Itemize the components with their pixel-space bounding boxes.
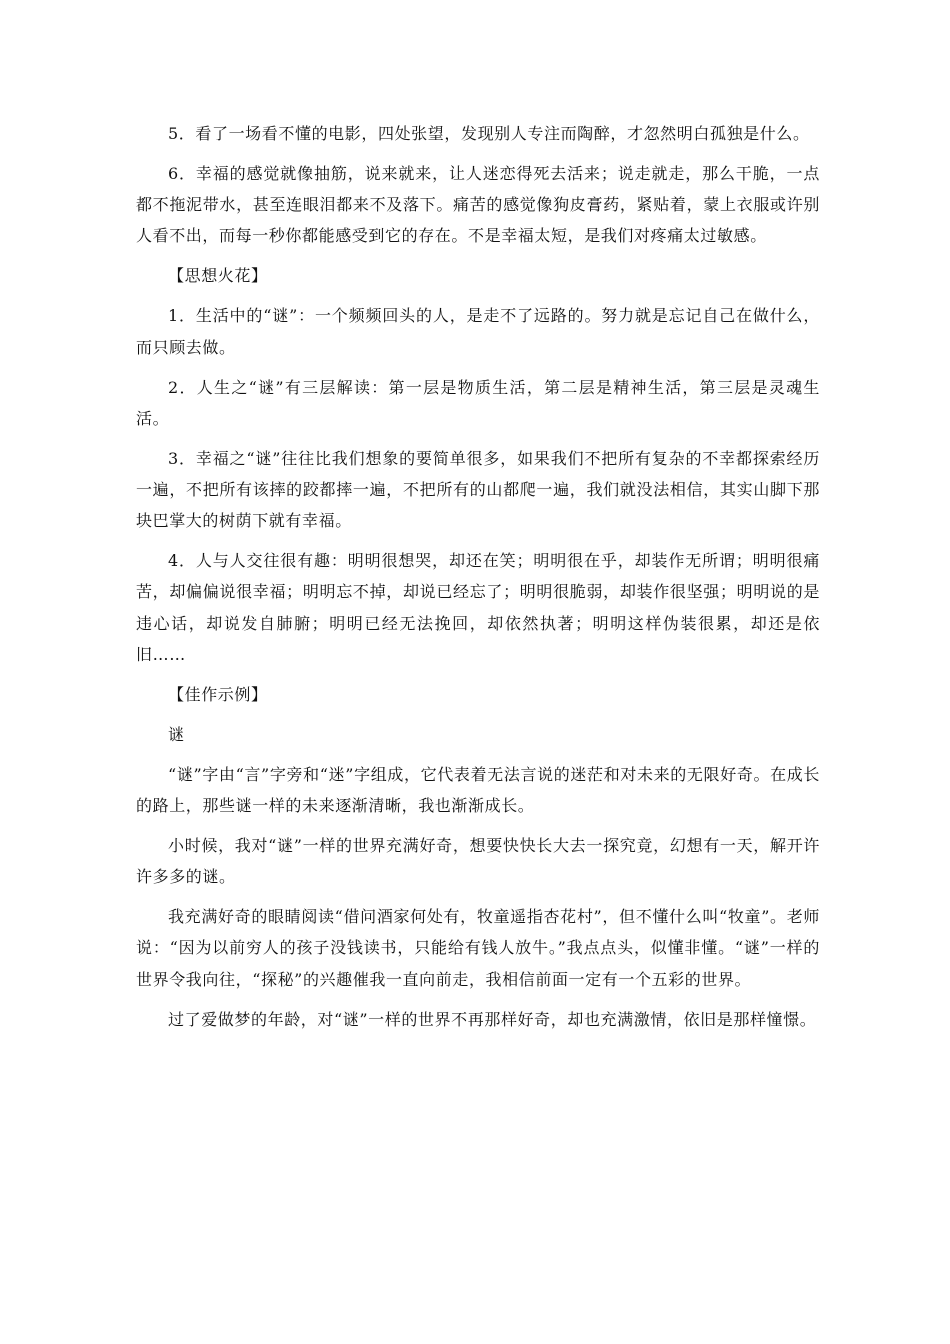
document-page bbox=[136, 118, 820, 1044]
list-item: 1．生活中的“谜”：一个频频回头的人，是走不了远路的。努力就是忘记自己在做什么，而只顾去做。 bbox=[136, 306, 820, 357]
essay-paragraph: 我充满好奇的眼睛阅读“借问酒家何处有，牧童遥指杏花村”，但不懂什么叫“牧童”。老师说：“因为以前穷人的孩子没钱读书，只能给有钱人放牛。”我点点头，似懂非懂。“谜”一样的世界令我向往，“探秘”的兴趣催我一直向前走，我相信前面一定有一个五彩的世界。 bbox=[136, 907, 820, 989]
essay-paragraph: 过了爱做梦的年龄，对“谜”一样的世界不再那样好奇，却也充满激情，依旧是那样憧憬。 bbox=[168, 1009, 817, 1029]
list-item: 3．幸福之“谜”往往比我们想象的要简单很多，如果我们不把所有复杂的不幸都探索经历一遍，不把所有该摔的跤都摔一遍，不把所有的山都爬一遍，我们就没法相信，其实山脚下那块巴掌大的树荫下就有幸福。 bbox=[136, 448, 820, 531]
list-item: 4．人与人交往很有趣：明明很想哭，却还在笑；明明很在乎，却装作无所谓；明明很痛苦，却偏偏说很幸福；明明忘不掉，却说已经忘了；明明很脆弱，却装作很坚强；明明说的是违心话，却说发自肺腑；明明已经无法挽回，却依然执著；明明这样伪装很累，却还是依旧…… bbox=[136, 551, 820, 664]
section-heading-thoughts: 【思想火花】 bbox=[168, 266, 268, 286]
list-item: 6．幸福的感觉就像抽筋，说来就来，让人迷恋得死去活来；说走就走，那么干脆，一点都不拖泥带水，甚至连眼泪都来不及落下。痛苦的感觉像狗皮膏药，紧贴着，蒙上衣服或许别人看不出，而每一秒你都能感受到它的存在。不是幸福太短，是我们对疼痛太过敏感。 bbox=[136, 164, 820, 246]
essay-paragraph: 小时候，我对“谜”一样的世界充满好奇，想要快快长大去一探究竟，幻想有一天，解开许许多多的谜。 bbox=[136, 836, 820, 887]
section-heading-example: 【佳作示例】 bbox=[168, 684, 268, 704]
list-item: 5．看了一场看不懂的电影，四处张望，发现别人专注而陶醉，才忽然明白孤独是什么。 bbox=[168, 124, 810, 143]
essay-paragraph: “谜”字由“言”字旁和“迷”字组成，它代表着无法言说的迷茫和对未来的无限好奇。在成长的路上，那些谜一样的未来逐渐清晰，我也渐渐成长。 bbox=[136, 764, 820, 816]
list-item: 2．人生之“谜”有三层解读：第一层是物质生活，第二层是精神生活，第三层是灵魂生活。 bbox=[136, 377, 820, 428]
essay-title: 谜 bbox=[168, 724, 185, 744]
